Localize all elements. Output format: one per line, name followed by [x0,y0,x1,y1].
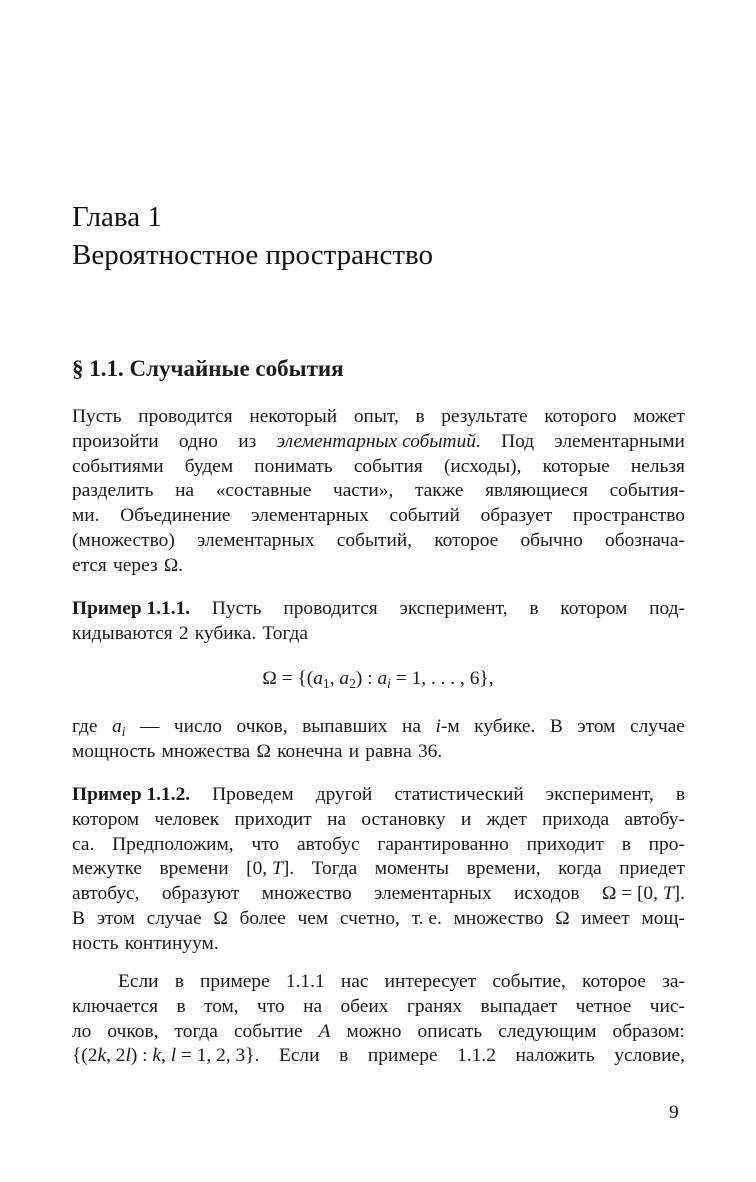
text-line: В этом случае Ω более чем счетно, т. е. множество Ω имеет мощ- [72,907,685,929]
paragraph-events [72,970,685,1069]
text-line: (множество) элементарных событий, которое обычно обознача- [72,529,685,551]
example-label: Пример 1.1.2. [72,784,191,805]
text-line: ми. Объединение элементарных событий образует пространство [72,505,685,527]
example-1 [72,597,685,647]
text-line: {(2k, 2l) : k, l = 1, 2, 3}. Если в примере 1.1.2 наложить условие, [72,1045,685,1067]
text-line: автобус, образуют множество элементарных исходов Ω = [0, T]. [72,883,685,905]
text-line: ло очков, тогда событие A можно описать следующим образом: [72,1020,685,1042]
text-line: Если в примере 1.1.1 нас интересует событие, которое за- [118,971,685,992]
text-line: где $a_i$ — число очков, выпавших на i-м кубике. В этом случае [72,716,685,739]
text-line: межутке времени [0, T]. Тогда моменты времени, когда приедет [72,858,685,880]
example-label: Пример 1.1.1. [72,598,191,619]
text-line: Пример 1.1.1. Пусть проводится эксперимент, в котором под- [72,597,685,622]
chapter-title: Вероятностное пространство [72,239,434,271]
text-line: Пример 1.1.2. Проведем другой статистический эксперимент, в [72,783,685,808]
section-title: § 1.1. Случайные события [72,356,344,381]
paragraph-intro [72,405,685,579]
text-line: Пусть проводится некоторый опыт, в результате которого может [72,406,685,427]
text-line: мощность множества Ω конечна и равна 36. [72,740,443,762]
text-line: ность континуум. [72,932,219,954]
text-line: произойти одно из элементарных событий. Под элементарными [72,430,685,452]
text-line: котором человек приходит на остановку и ждет прихода автобу- [72,808,685,830]
chapter-label: Глава 1 [72,201,162,233]
example-1-continuation [72,715,685,765]
example-2 [72,783,685,957]
text-line: кидываются 2 кубика. Тогда [72,622,308,644]
text-line: са. Предположим, что автобус гарантированно приходит в про- [72,833,685,855]
page-number: 9 [669,1102,679,1123]
formula-omega: $\Omega = \{(a_1$, $a_2$) : $a_i = 1$, . . . , 6}, [262,668,494,691]
text-line: разделить на «составные части», также являющиеся события- [72,480,685,502]
text-line: ключается в том, что на обеих гранях выпадает четное чис- [72,995,685,1017]
text-line: ется через Ω. [72,554,184,576]
chapter-heading [72,198,433,274]
text-line: событиями будем понимать события (исходы), которые нельзя [72,455,685,477]
